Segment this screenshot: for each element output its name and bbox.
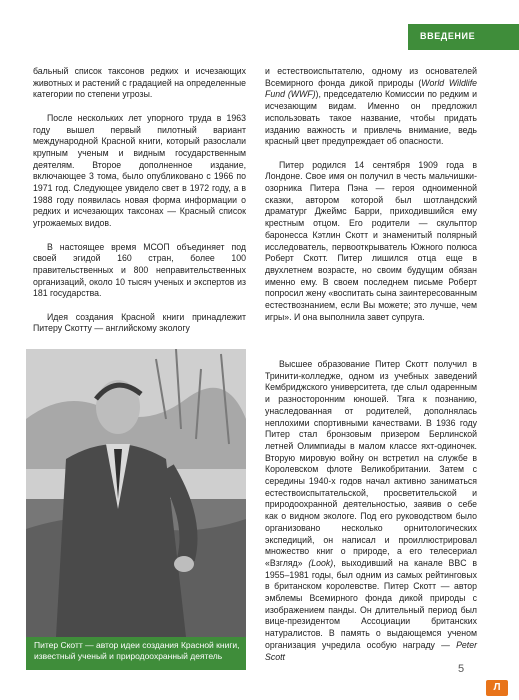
paragraph: бальный список таксонов редких и исчезающих животных и растений с градацией на определенные категории по степени угрозы. [33, 66, 246, 100]
watermark-logo: Л [486, 680, 508, 696]
paragraph [265, 359, 477, 663]
paragraph [265, 66, 477, 148]
left-text-column [33, 66, 246, 347]
portrait-photo [26, 349, 246, 637]
paragraph: После нескольких лет упорного труда в 1963 году вышел первый пилотный вариант международной Красной книги, который разослали крупным ученым и видным государственным деятелям. Второе дополненное издание, включающее 3 тома, было опубликовано с 1966 по 1971 год. Следующее увидело свет в 1972 году, а в 1988 году появилась новая форма информации о редких и исчезающих таксонах — Красный список угрожаемых видов. [33, 112, 246, 229]
italic-run: (Look) [308, 557, 334, 568]
portrait-illustration [26, 349, 246, 637]
page-number: 5 [458, 663, 465, 675]
text-run: и естествоиспытателю, одному из основателей Всемирного фонда дикой природы ( [265, 66, 477, 88]
paragraph: В настоящее время МСОП объединяет под своей эгидой 160 стран, более 100 правительственных и 800 неправительственных организаций, около 10 тысяч ученых и экспертов из 181 государства. [33, 241, 246, 299]
paragraph: Идея создания Красной книги принадлежит Питеру Скотту — английскому экологу [33, 311, 246, 334]
italic-run: Peter Scott [265, 639, 477, 662]
paragraph: Питер родился 14 сентября 1909 года в Лондоне. Свое имя он получил в честь мальчишки-озорника Питера Пэна — героя одноименной сказки, автором которой был шотландский драматург Джеймс Барри, приходившийся ему крестным отцом. Его родители — скульптор баронесса Кэтлин Скотт и знаменитый полярный исследователь, первооткрыватель Южного полюса Роберт Скотт. Питер лишился отца еще в двухлетнем возрасте, но своим будущим обязан именно ему. В своем последнем письме Роберт попросил жену «воспитать сына заинтересованным естествознанием, если Вы можете; это лучше, чем игры». И она выполнила завет супруга. [265, 159, 477, 322]
italic-run: World Wildlife Fund (WWF) [265, 77, 477, 100]
text-run: , выходивший на канале BBC в 1955–1981 годы, был одним из самых рейтинговых в британском королевстве. Питер Скотт — автор эмблемы Всемирного фонда дикой природы с изображением панды. Он длительный период был вице-президентом Ассоциации британских натуралистов. В память о выдающемся ученом организация учредила особую награду — [265, 557, 477, 650]
photo-caption: Питер Скотт — автор идеи создания Красной книги, известный ученый и природоохранный деятель [34, 640, 240, 661]
text-run: ), председателю Комиссии по редким и исчезающим видам. Именно он предложил использовать такое название, чтобы придать изданию важность и привлечь внимание, ведь красный цвет предупреждает об опасности. [265, 89, 477, 147]
right-text-column-lower [265, 359, 477, 675]
text-run: Высшее образование Питер Скотт получил в Тринити-колледже, одном из учебных заведений Кембриджского университета, где слыл одаренным и разносторонним юношей. Тяга к познанию, унаследованная от родителей, дополнялась неплохими спортивными качествами. В 1936 году Питер стал бронзовым призером Берлинской летней Олимпиады в малом классе яхт-одиночек. Вторую мировую войну он встретил на службе в Королевском флоте Великобритании. Затем с середины 1940-х годов начал активно заниматься естествоиспытательской, просветительской и природоохранной деятельностью, заявив о себе как о видном экологе. Под его руководством было организовано несколько орнитологических экспедиций, он написал и проиллюстрировал множество книг о природе, а его телесериал «Взгляд» [265, 359, 477, 568]
right-text-column [265, 66, 477, 335]
section-header-label: ВВЕДЕНИЕ [420, 31, 476, 41]
